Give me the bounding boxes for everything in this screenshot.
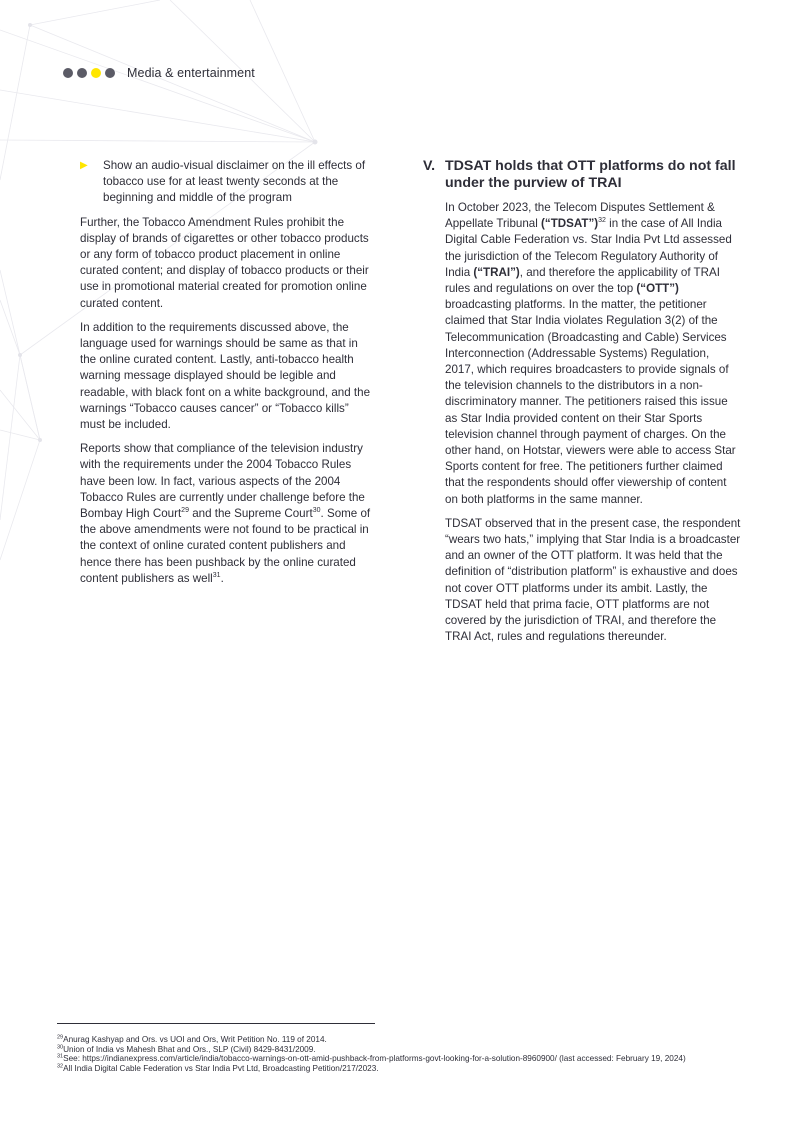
heading-title: TDSAT holds that OTT platforms do not fall under the purview of TRAI: [445, 158, 736, 191]
bullet-item: [80, 158, 372, 207]
footnote-29: $^{29}$Anurag Kashyap and Ors. vs UOI and Ors, Writ Petition No. 119 of 2014.: [57, 1034, 327, 1044]
header-dot-1: [63, 68, 73, 78]
footnote-ref-32[interactable]: 32: [598, 217, 606, 225]
triangle-bullet-icon: ▶: [80, 160, 88, 171]
section-heading: [423, 158, 741, 192]
footnote-ref-29[interactable]: 29: [181, 507, 189, 515]
footnotes: [57, 1035, 747, 1073]
right-column: [423, 158, 741, 653]
header-dot-3: [91, 68, 101, 78]
left-column: [80, 158, 372, 595]
paragraph-compliance: Reports show that compliance of the television industry with the requirements under the 2004 Tobacco Rules have been low. In fact, various aspects of the 2004 Tobacco Rules are currently under challenge before the Bombay High Court$^{29}$ and the Supreme Court$^{30}$. Some of the above amendments were not found to be practical in the context of online curated content publishers and hence there has been pushback by the online curated content publishers as well$^{31}$.: [80, 442, 371, 585]
bullet-text: Show an audio-visual disclaimer on the ill effects of tobacco use for at least twenty seconds at the beginning and middle of the program: [103, 159, 366, 205]
header-dot-4: [105, 68, 115, 78]
paragraph-tdsat-observation: TDSAT observed that in the present case, the respondent “wears two hats,” implying that Star India is a broadcaster and an owner of the OTT platform. It was held that the definition of “distribution platform” is exhaustive and does not cover OTT platforms under its ambit. Lastly, the TDSAT held that prima facie, OTT platforms are not covered by the jurisdiction of TRAI, and therefore the TRAI Act, rules and regulations thereunder.: [445, 516, 741, 644]
page-header: [63, 66, 255, 80]
paragraph-warning-language: In addition to the requirements discussed above, the language used for warnings should be same as that in the online curated content. Lastly, anti-tobacco health warning message displayed should be legible and readable, with black font on a white background, and the warnings “Tobacco causes cancer” or “Tobacco kills” must be included.: [80, 320, 371, 432]
section-label: Media & entertainment: [127, 66, 255, 80]
paragraph-tdsat-case: In October 2023, the Telecom Disputes Settlement & Appellate Tribunal (“TDSAT”)$^{32}$ in the case of All India Digital Cable Federation vs. Star India Pvt Ltd assessed the jurisdiction of the Telecom Regulatory Authority of India (“TRAI”), and therefore the applicability of TRAI rules and regulations on over the top (“OTT”) broadcasting platforms. In the matter, the petitioner claimed that Star India violates Regulation 3(2) of the Telecommunication (Broadcasting and Cable) Services Interconnection (Addressable Systems) Regulation, 2017, which requires broadcasters to provide signals of the television channels to the distributors in a non-discriminatory manner. The petitioners raised this issue as Star India provided content on their Star Sports television channel through payment of charges. On the other hand, on Hotstar, viewers were able to access Star Sports content for free. The petitioners further claimed that the respondents should offer viewership of content on both platforms in the same manner.: [445, 201, 736, 506]
header-dot-2: [77, 68, 87, 78]
footnote-30: $^{30}$Union of India vs Mahesh Bhat and Ors., SLP (Civil) 8429-8431/2009.: [57, 1043, 316, 1054]
footnote-31: $^{31}$See: https://indianexpress.com/article/india/tobacco-warnings-on-ott-amid-pushback-from-platforms-govt-looking-for-a-solution-8960900/ (last accessed: February 19, 2024): [57, 1053, 686, 1064]
paragraph-tobacco-amendment: Further, the Tobacco Amendment Rules prohibit the display of brands of cigarettes or other tobacco products or any form of tobacco product placement in online curated content; and display of tobacco products or their use in promotional material created for promotion online curated content.: [80, 215, 369, 310]
footnote-ref-31[interactable]: 31: [212, 572, 221, 580]
heading-number: V.: [423, 158, 436, 174]
footnote-ref-30[interactable]: 30: [312, 507, 321, 515]
footnote-divider: [57, 1023, 375, 1024]
footnote-32: $^{32}$All India Digital Cable Federation vs Star India Pvt Ltd, Broadcasting Petition/217/2023.: [57, 1063, 379, 1073]
